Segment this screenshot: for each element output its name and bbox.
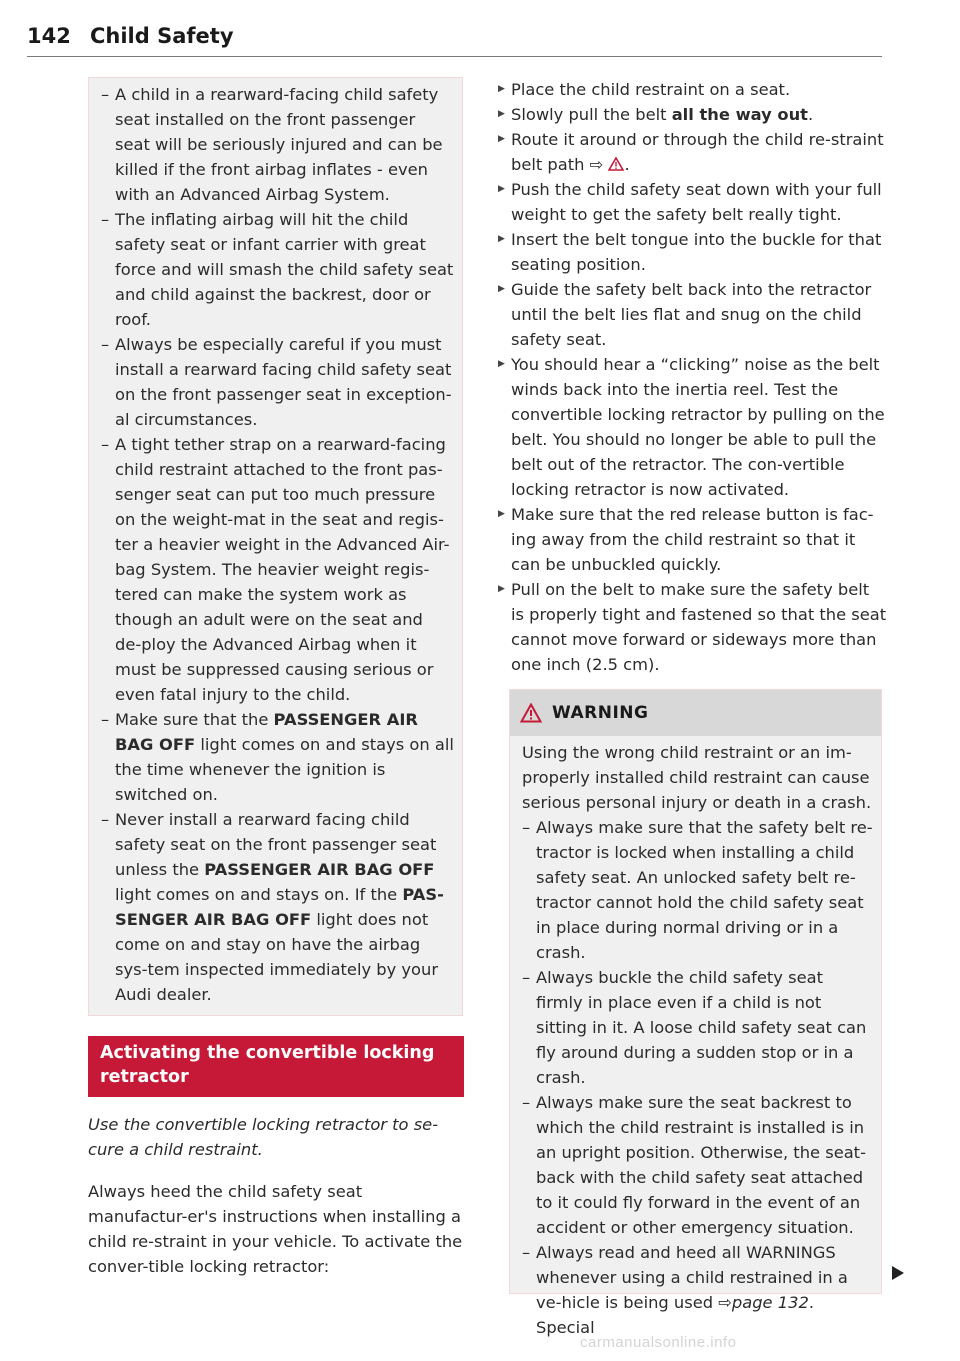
section-intro: Use the convertible locking retractor to se-cure a child restraint.	[88, 1115, 439, 1159]
warning-triangle-icon	[608, 157, 624, 171]
indicator-light-name: PAS-SENGER AIR BAG OFF	[115, 885, 444, 929]
warning-header	[510, 690, 881, 736]
step-item: ▶ You should hear a “clicking” noise as the belt winds back into the inertia reel. Test the convertible locking retractor by pulling on the belt. You should no longer be able to pull the belt out of the retractor. The con-vertible locking retractor is now activated.	[497, 352, 887, 502]
warning-title: WARNING	[552, 703, 649, 723]
continue-arrow-icon	[892, 1266, 904, 1280]
warning-item: – Make sure that the PASSENGER AIR BAG OFF light comes on and stays on all the time whenever the ignition is switched on.	[101, 707, 454, 807]
page-reference-link[interactable]: page 132	[731, 1293, 809, 1312]
warning-box	[509, 689, 882, 1337]
warning-intro: Using the wrong child restraint or an im-properly installed child restraint can cause serious personal injury or death in a crash.	[522, 743, 872, 812]
warning-item: – The inflating airbag will hit the child safety seat or infant carrier with great force and will smash the child safety seat and child against the backrest, door or roof.	[101, 207, 454, 332]
page-header	[27, 22, 882, 57]
step-item: ▶ Guide the safety belt back into the retractor until the belt lies flat and snug on the child safety seat.	[497, 277, 887, 352]
warning-item: – A child in a rearward-facing child safety seat installed on the front passenger seat will be seriously injured and can be killed if the front airbag inflates - even with an Advanced Airbag System.	[101, 82, 454, 207]
indicator-light-name: PASSENGER AIR BAG OFF	[115, 710, 418, 754]
warning-item: – Always read and heed all WARNINGS whenever using a child restrained in a ve-hicle is being used ⇨page 132. Special	[522, 1240, 873, 1340]
section-title: Child Safety	[90, 24, 234, 48]
warning-item: – Never install a rearward facing child safety seat on the front passenger seat unless the PASSENGER AIR BAG OFF light comes on and stays on. If the PAS-SENGER AIR BAG OFF light does not come on and stay on have the airbag sys-tem inspected immediately by your Audi dealer.	[101, 807, 454, 1007]
warning-item: – Always make sure the seat backrest to which the child restraint is installed is in an upright position. Otherwise, the seat-back with the child safety seat attached to it could fly forward in the event of an accident or other emergency situation.	[522, 1090, 873, 1240]
step-item: ▶ Pull on the belt to make sure the safety belt is properly tight and fastened so that the seat cannot move forward or sideways more than one inch (2.5 cm).	[497, 577, 887, 677]
warning-item: – Always buckle the child safety seat firmly in place even if a child is not sitting in it. A loose child safety seat can fly around during a sudden stop or in a crash.	[522, 965, 873, 1090]
step-item: ▶ Make sure that the red release button is fac-ing away from the child restraint so that it can be unbuckled quickly.	[497, 502, 887, 577]
cross-reference-arrow-icon: ⇨	[589, 155, 604, 174]
step-item: ▶ Place the child restraint on a seat.	[497, 77, 887, 102]
step-item: ▶ Slowly pull the belt all the way out.	[497, 102, 887, 127]
safety-warning-box	[88, 77, 463, 1016]
body-paragraph: Always heed the child safety seat manufactur-er's instructions when installing a child re-straint in your vehicle. To activate the conver-tible locking retractor:	[88, 1182, 463, 1276]
warning-item: – Always make sure that the safety belt re-tractor is locked when installing a child safety seat. An unlocked safety belt re-tractor cannot hold the child safety seat in place during normal driving or in a crash.	[522, 815, 873, 965]
warning-item: – A tight tether strap on a rearward-facing child restraint attached to the front pas-senger seat can put too much pressure on the weight-mat in the seat and regis-ter a heavier weight in the Advanced Air-bag System. The heavier weight regis-tered can make the system work as though an adult were on the seat and de-ploy the Advanced Airbag when it must be suppressed causing serious or even fatal injury to the child.	[101, 432, 454, 707]
section-heading: Activating the convertible locking retractor	[88, 1036, 464, 1097]
step-item: ▶ Push the child safety seat down with your full weight to get the safety belt really tight.	[497, 177, 887, 227]
step-list	[497, 77, 887, 677]
watermark: carmanualsonline.info	[580, 1334, 737, 1351]
indicator-light-name: PASSENGER AIR BAG OFF	[204, 860, 435, 879]
step-item: ▶ Insert the belt tongue into the buckle for that seating position.	[497, 227, 887, 277]
page-number: 142	[27, 24, 71, 48]
step-item: ▶ Route it around or through the child re-straint belt path ⇨ .	[497, 127, 887, 177]
warning-item: – Always be especially careful if you must install a rearward facing child safety seat on the front passenger seat in exception-al circumstances.	[101, 332, 454, 432]
warning-triangle-icon	[520, 703, 542, 723]
cross-reference-arrow-icon: ⇨	[718, 1293, 732, 1312]
